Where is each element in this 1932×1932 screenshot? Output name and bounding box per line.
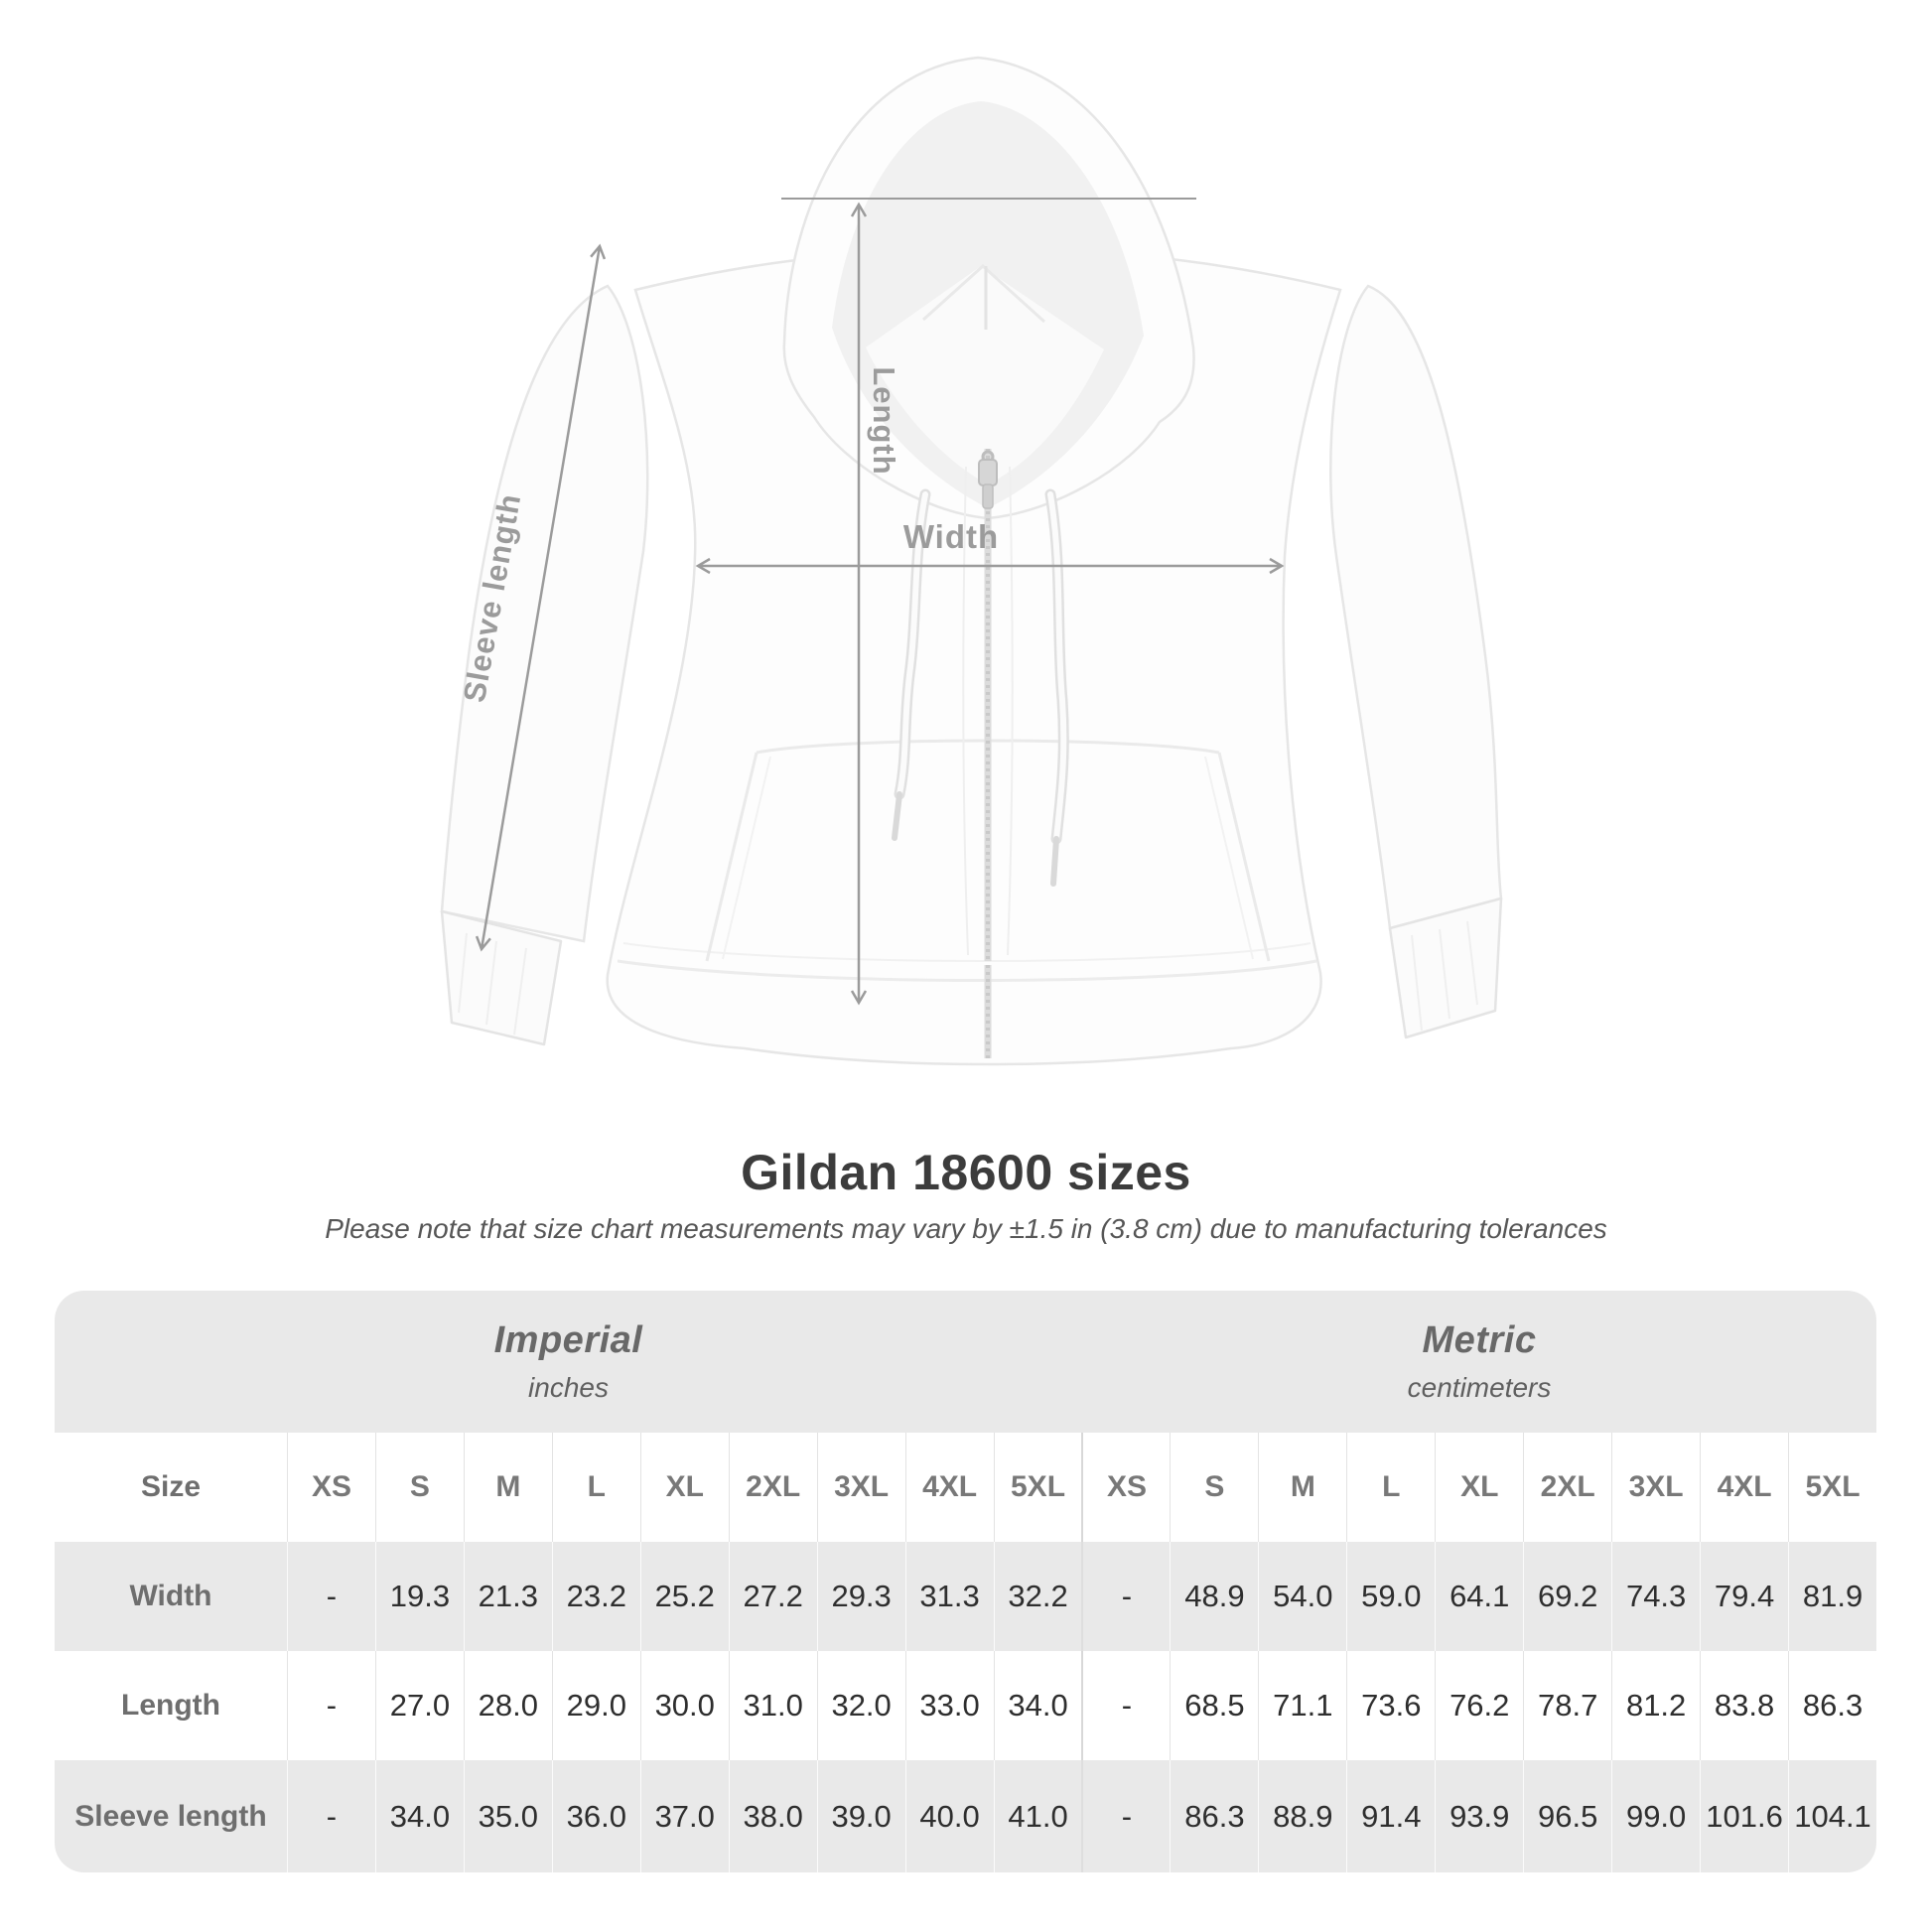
cell-width-imperial: 19.3 [375, 1542, 464, 1651]
cell-length-metric: 73.6 [1346, 1651, 1435, 1760]
size-header-imperial-5xl: 5XL [994, 1433, 1082, 1542]
cell-sleeve-length-imperial: 35.0 [464, 1760, 552, 1872]
cell-length-metric: 83.8 [1700, 1651, 1788, 1760]
size-header-imperial-xl: XL [640, 1433, 729, 1542]
size-header-imperial-4xl: 4XL [905, 1433, 994, 1542]
row-label-sleeve-length: Sleeve length [55, 1760, 287, 1872]
cell-width-metric: - [1081, 1542, 1170, 1651]
cell-sleeve-length-imperial: 37.0 [640, 1760, 729, 1872]
row-label-length: Length [55, 1651, 287, 1760]
size-column-header: Size [55, 1433, 287, 1542]
unit-section-header [55, 1291, 1876, 1433]
size-table [55, 1291, 1876, 1872]
metric-section-unit: centimeters [1407, 1372, 1552, 1403]
hoodie-illustration [442, 58, 1501, 1064]
size-header-imperial-m: M [464, 1433, 552, 1542]
cell-length-imperial: 30.0 [640, 1651, 729, 1760]
cell-length-imperial: 34.0 [994, 1651, 1082, 1760]
cell-width-metric: 74.3 [1611, 1542, 1700, 1651]
size-header-imperial-3xl: 3XL [817, 1433, 905, 1542]
size-header-imperial-s: S [375, 1433, 464, 1542]
size-header-metric-s: S [1170, 1433, 1258, 1542]
cell-width-metric: 59.0 [1346, 1542, 1435, 1651]
cell-sleeve-length-imperial: - [287, 1760, 375, 1872]
cell-sleeve-length-imperial: 40.0 [905, 1760, 994, 1872]
cell-width-metric: 48.9 [1170, 1542, 1258, 1651]
size-header-metric-4xl: 4XL [1700, 1433, 1788, 1542]
cell-width-imperial: 25.2 [640, 1542, 729, 1651]
size-header-metric-m: M [1258, 1433, 1346, 1542]
size-header-imperial-xs: XS [287, 1433, 375, 1542]
cell-length-metric: 76.2 [1435, 1651, 1523, 1760]
size-header-metric-l: L [1346, 1433, 1435, 1542]
imperial-section-header [55, 1291, 1082, 1433]
cell-sleeve-length-metric: 86.3 [1170, 1760, 1258, 1872]
cell-length-metric: 68.5 [1170, 1651, 1258, 1760]
cell-sleeve-length-metric: 91.4 [1346, 1760, 1435, 1872]
length-label: Length [867, 366, 901, 476]
cell-length-metric: 78.7 [1523, 1651, 1611, 1760]
cell-width-metric: 69.2 [1523, 1542, 1611, 1651]
cell-width-imperial: - [287, 1542, 375, 1651]
width-label: Width [902, 518, 1000, 555]
size-header-metric-xs: XS [1081, 1433, 1170, 1542]
cell-sleeve-length-metric: 104.1 [1788, 1760, 1876, 1872]
cell-sleeve-length-metric: 88.9 [1258, 1760, 1346, 1872]
cell-width-metric: 81.9 [1788, 1542, 1876, 1651]
cell-sleeve-length-imperial: 38.0 [729, 1760, 817, 1872]
cell-width-imperial: 29.3 [817, 1542, 905, 1651]
cell-length-imperial: 32.0 [817, 1651, 905, 1760]
cell-sleeve-length-metric: 96.5 [1523, 1760, 1611, 1872]
cell-sleeve-length-metric: 99.0 [1611, 1760, 1700, 1872]
cell-sleeve-length-metric: 93.9 [1435, 1760, 1523, 1872]
tolerance-note: Please note that size chart measurements may vary by ±1.5 in (3.8 cm) due to manufacturing tolerances [325, 1213, 1607, 1244]
cell-width-imperial: 27.2 [729, 1542, 817, 1651]
cell-width-metric: 79.4 [1700, 1542, 1788, 1651]
cell-length-imperial: 31.0 [729, 1651, 817, 1760]
size-table-grid [55, 1433, 1876, 1872]
imperial-section-title: Imperial [493, 1319, 643, 1361]
cell-length-imperial: - [287, 1651, 375, 1760]
metric-section-title: Metric [1422, 1319, 1537, 1361]
page-title: Gildan 18600 sizes [741, 1145, 1191, 1200]
cell-length-metric: 81.2 [1611, 1651, 1700, 1760]
row-label-width: Width [55, 1542, 287, 1651]
cell-sleeve-length-imperial: 41.0 [994, 1760, 1082, 1872]
cell-width-imperial: 21.3 [464, 1542, 552, 1651]
size-header-metric-3xl: 3XL [1611, 1433, 1700, 1542]
cell-length-metric: 86.3 [1788, 1651, 1876, 1760]
cell-length-imperial: 29.0 [552, 1651, 640, 1760]
cell-sleeve-length-metric: - [1081, 1760, 1170, 1872]
sleeve-length-label: Sleeve length [456, 490, 528, 706]
cell-length-metric: - [1081, 1651, 1170, 1760]
cell-sleeve-length-imperial: 34.0 [375, 1760, 464, 1872]
size-header-metric-5xl: 5XL [1788, 1433, 1876, 1542]
cell-sleeve-length-metric: 101.6 [1700, 1760, 1788, 1872]
cell-width-imperial: 23.2 [552, 1542, 640, 1651]
cell-width-metric: 64.1 [1435, 1542, 1523, 1651]
size-header-imperial-l: L [552, 1433, 640, 1542]
metric-section-header [1082, 1291, 1876, 1433]
cell-length-imperial: 33.0 [905, 1651, 994, 1760]
cell-sleeve-length-imperial: 36.0 [552, 1760, 640, 1872]
size-header-metric-xl: XL [1435, 1433, 1523, 1542]
size-header-imperial-2xl: 2XL [729, 1433, 817, 1542]
imperial-section-unit: inches [528, 1372, 609, 1403]
cell-sleeve-length-imperial: 39.0 [817, 1760, 905, 1872]
cell-length-imperial: 28.0 [464, 1651, 552, 1760]
size-header-metric-2xl: 2XL [1523, 1433, 1611, 1542]
cell-width-imperial: 31.3 [905, 1542, 994, 1651]
cell-length-imperial: 27.0 [375, 1651, 464, 1760]
cell-length-metric: 71.1 [1258, 1651, 1346, 1760]
cell-width-metric: 54.0 [1258, 1542, 1346, 1651]
cell-width-imperial: 32.2 [994, 1542, 1082, 1651]
